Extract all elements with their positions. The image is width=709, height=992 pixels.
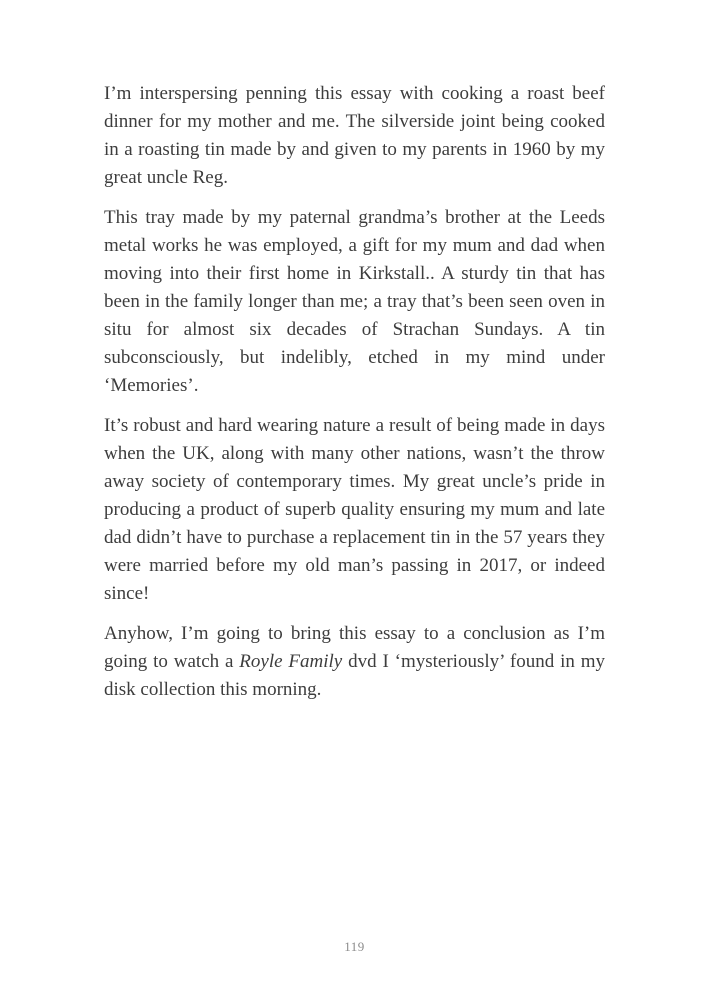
text-run: dvd I ‘mysteriously’ found in my disk collection this morning. [104,651,606,700]
text-run: Anyhow, I’m going to bring this essay to a conclusion as I’m going to watch a [104,623,605,672]
page-number: 119 [344,939,365,954]
text-run: I’m interspersing penning this essay with cooking a roast beef dinner for my mother and me. The silverside joint being cooked in a roasting tin made by and given to my parents in 1960 by my great uncle Reg. [104,83,605,188]
essay-paragraph-1 [104,80,605,192]
text-run: This tray made by my paternal grandma’s brother at the Leeds metal works he was employed, a gift for my mum and dad when moving into their first home in Kirkstall.. A sturdy tin that has been in the family longer than me; a tray that’s been seen oven in situ for almost six decades of Strachan Sundays. A tin subconsciously, but indelibly, etched in my mind under ‘Memories’. [104,207,605,396]
text-run: It’s robust and hard wearing nature a result of being made in days when the UK, along with many other nations, wasn’t the throw away society of contemporary times. My great uncle’s pride in producing a product of superb quality ensuring my mum and late dad didn’t have to purchase a replacement tin in the 57 years they were married before my old man’s passing in 2017, or indeed since! [104,415,605,604]
essay-body [104,0,605,704]
essay-paragraph-3 [104,412,605,608]
essay-paragraph-4 [104,620,605,704]
italic-text-run: Royle Family [239,651,343,672]
essay-paragraph-2 [104,204,605,400]
